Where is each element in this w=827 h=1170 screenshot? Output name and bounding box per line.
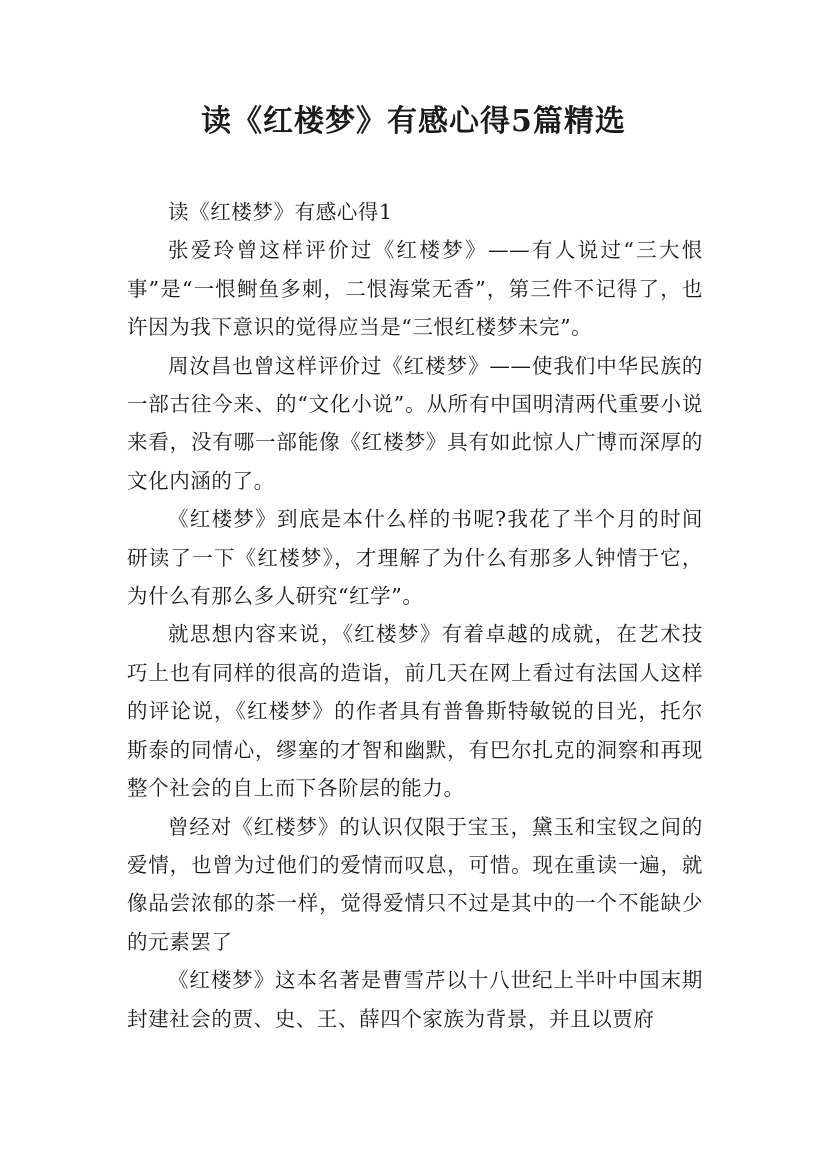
paragraph: 就思想内容来说，《红楼梦》有着卓越的成就，在艺术技巧上也有同样的很高的造诣，前几天在网上看过有法国人这样的评论说，《红楼梦》的作者具有普鲁斯特敏锐的目光，托尔斯泰的同情心，缪塞的才智和幽默，有巴尔扎克的洞察和再现整个社会的自上而下各阶层的能力。 xyxy=(127,622,703,801)
paragraph: 周汝昌也曾这样评价过《红楼梦》——使我们中华民族的一部古往今来、的“文化小说”。从所有中国明清两代重要小说来看，没有哪一部能像《红楼梦》具有如此惊人广博而深厚的文化内涵的了。 xyxy=(127,353,703,493)
document-title: 读《红楼梦》有感心得5篇精选 xyxy=(201,104,626,139)
paragraph: 张爱玲曾这样评价过《红楼梦》——有人说过“三大恨事”是“一恨鲥鱼多刺，二恨海棠无香”，第三件不记得了，也许因为我下意识的觉得应当是“三恨红楼梦未完”。 xyxy=(127,238,703,340)
document-body xyxy=(127,193,703,1038)
section-heading: 读《红楼梦》有感心得1 xyxy=(168,200,393,224)
paragraph: 《红楼梦》这本名著是曹雪芹以十八世纪上半叶中国末期封建社会的贾、史、王、薛四个家族为背景，并且以贾府 xyxy=(127,968,703,1031)
paragraph: 曾经对《红楼梦》的认识仅限于宝玉，黛玉和宝钗之间的爱情，也曾为过他们的爱情而叹息，可惜。现在重读一遍，就像品尝浓郁的茶一样，觉得爱情只不过是其中的一个不能缺少的元素罢了 xyxy=(127,814,703,954)
paragraph: 《红楼梦》到底是本什么样的书呢?我花了半个月的时间研读了一下《红楼梦》，才理解了为什么有那多人钟情于它，为什么有那么多人研究“红学”。 xyxy=(127,507,703,609)
